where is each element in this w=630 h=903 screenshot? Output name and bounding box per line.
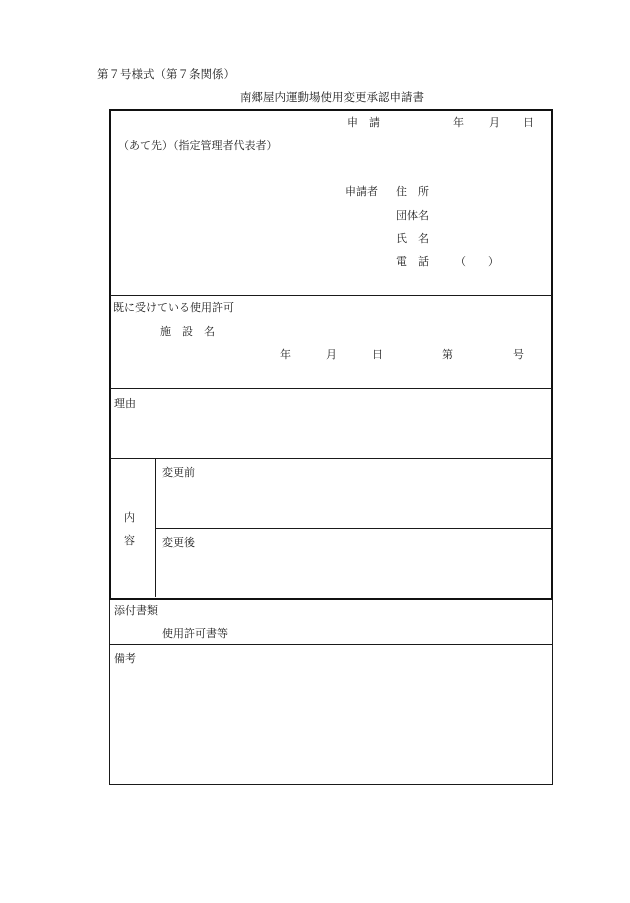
divider-reason — [110, 458, 552, 459]
address-label: 住 所 — [396, 185, 429, 198]
form-number: 第７号様式（第７条関係） — [97, 67, 235, 81]
content-label-top: 内 — [124, 511, 135, 524]
outer-bottom-border — [109, 784, 553, 785]
before-change-label: 変更前 — [162, 466, 195, 479]
existing-permit-heading: 既に受けている使用許可 — [113, 301, 234, 314]
reason-label: 理由 — [114, 397, 136, 410]
attachments-item: 使用許可書等 — [162, 627, 228, 640]
divider-attachments — [110, 644, 552, 645]
application-day: 日 — [523, 116, 534, 129]
addressee: （あて先）（指定管理者代表者） — [118, 139, 278, 152]
permit-year: 年 — [280, 348, 291, 361]
permit-number-prefix: 第 — [442, 348, 453, 361]
name-label: 氏 名 — [396, 232, 429, 245]
divider-before-after — [155, 528, 552, 529]
permit-day: 日 — [372, 348, 383, 361]
application-label: 申 請 — [347, 116, 380, 129]
applicant-label: 申請者 — [345, 185, 378, 198]
attachments-label: 添付書類 — [114, 604, 158, 617]
form-title: 南郷屋内運動場使用変更承認申請書 — [240, 90, 424, 104]
phone-label: 電 話 — [396, 255, 429, 268]
application-year: 年 — [453, 116, 464, 129]
remarks-label: 備考 — [114, 652, 136, 665]
divider-application — [110, 295, 552, 296]
content-label-bottom: 容 — [124, 534, 135, 547]
permit-number-suffix: 号 — [513, 348, 524, 361]
after-change-label: 変更後 — [162, 536, 195, 549]
permit-month: 月 — [326, 348, 337, 361]
phone-parentheses: （ ） — [455, 255, 499, 268]
facility-name-label: 施 設 名 — [160, 325, 215, 338]
content-column-separator — [155, 459, 156, 597]
application-month: 月 — [489, 116, 500, 129]
group-name-label: 団体名 — [396, 209, 429, 222]
divider-permit — [110, 388, 552, 389]
